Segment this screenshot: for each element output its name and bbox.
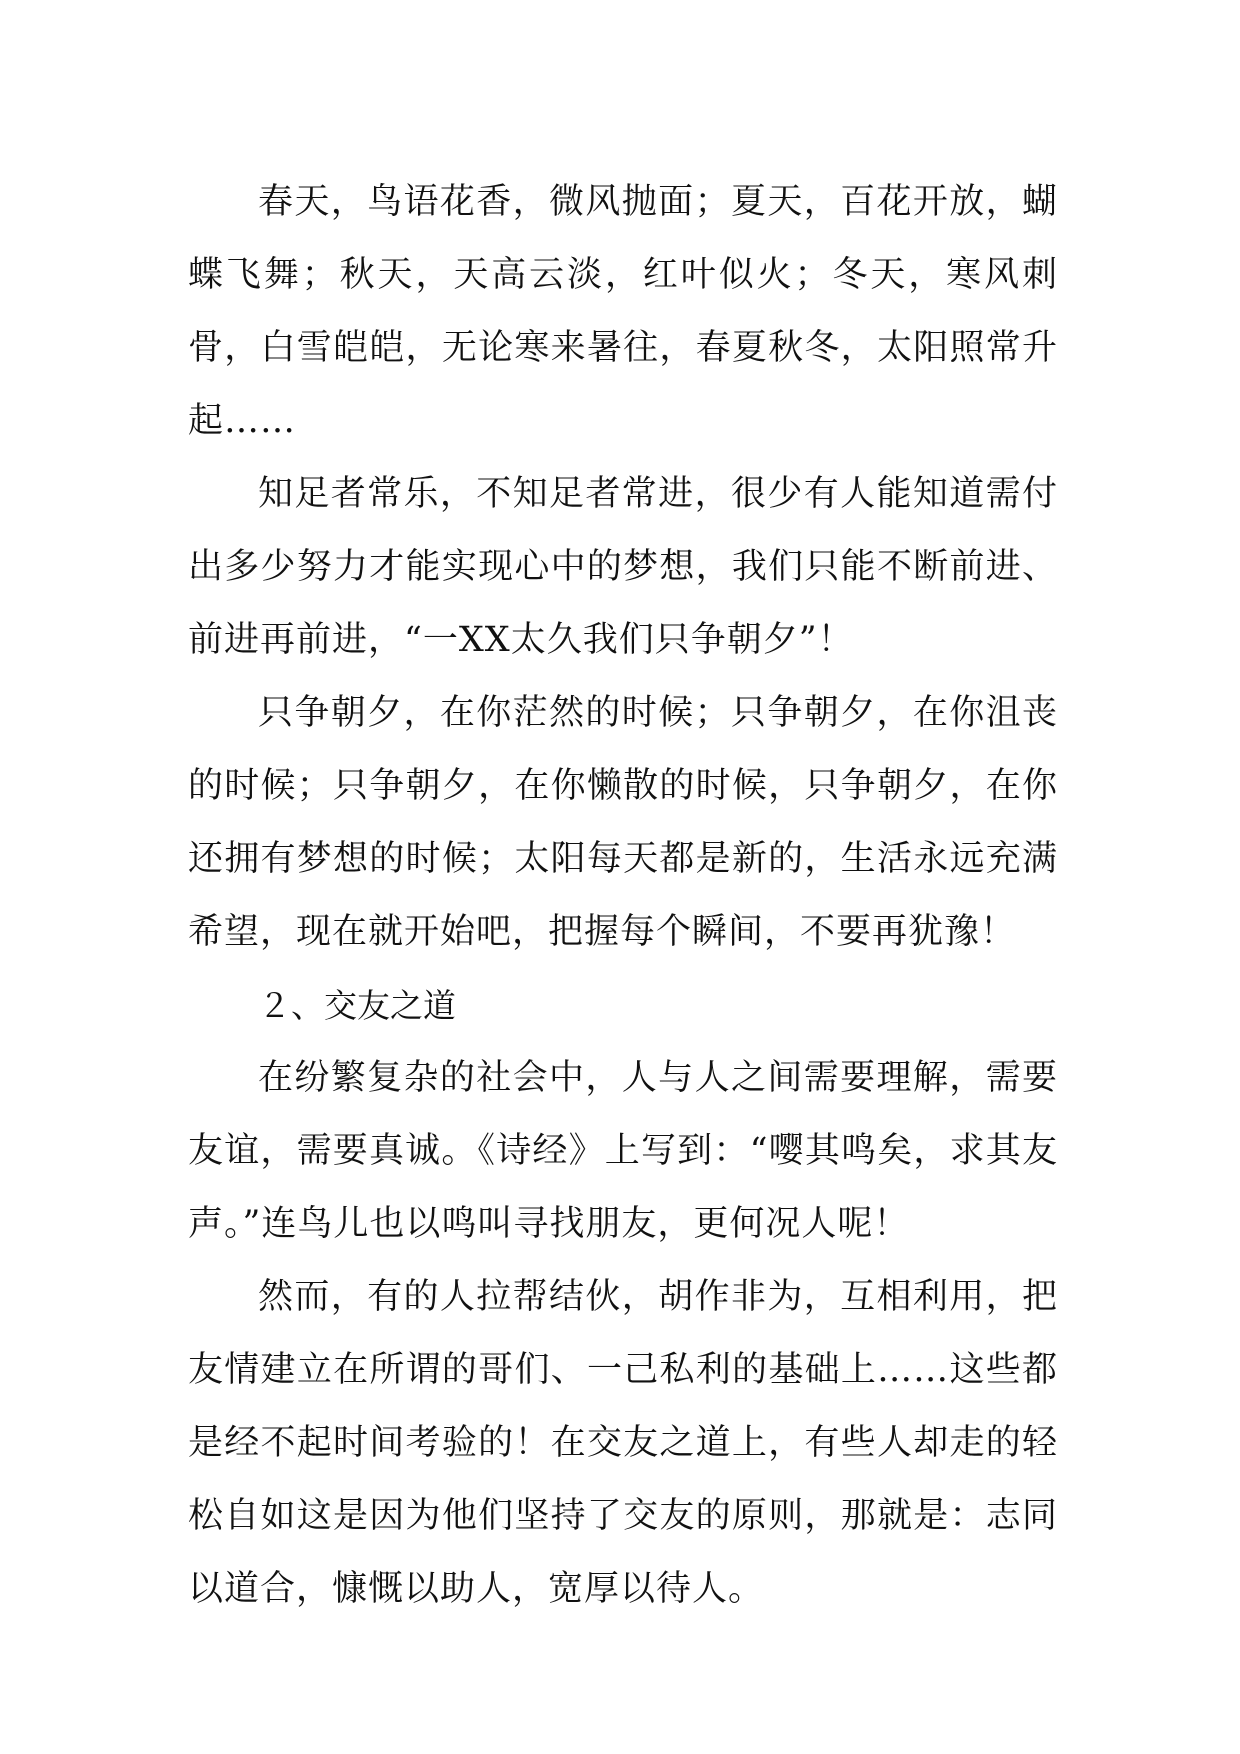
paragraph-seasons: 春天，鸟语花香，微风抛面；夏天，百花开放，蝴蝶飞舞；秋天，天高云淡，红叶似火；冬天，寒风刺骨，白雪皑皑，无论寒来暑往，春夏秋冬，太阳照常升起…… xyxy=(188,182,1058,441)
paragraph-friendship: 在纷繁复杂的社会中，人与人之间需要理解，需要友谊，需要真诚。《诗经》上写到：“嘤其鸣矣，求其友声。”连鸟儿也以鸣叫寻找朋友，更何况人呢！ xyxy=(188,1058,1058,1244)
section-heading: ２、交友之道 xyxy=(258,986,456,1025)
paragraph-seize-the-day: 只争朝夕，在你茫然的时候；只争朝夕，在你沮丧的时候；只争朝夕，在你懒散的时候，只争朝夕，在你还拥有梦想的时候；太阳每天都是新的，生活永远充满希望，现在就开始吧，把握每个瞬间，不要再犹豫！ xyxy=(188,693,1058,952)
document-page xyxy=(188,166,1058,1626)
paragraph-contentment: 知足者常乐，不知足者常进，很少有人能知道需付出多少努力才能实现心中的梦想，我们只能不断前进、前进再前进，“一XX太久我们只争朝夕”！ xyxy=(188,474,1058,660)
paragraph-friendship-principles: 然而，有的人拉帮结伙，胡作非为，互相利用，把友情建立在所谓的哥们、一己私利的基础上……这些都是经不起时间考验的！在交友之道上，有些人却走的轻松自如这是因为他们坚持了交友的原则，那就是：志同以道合，慷慨以助人，宽厚以待人。 xyxy=(188,1277,1058,1609)
